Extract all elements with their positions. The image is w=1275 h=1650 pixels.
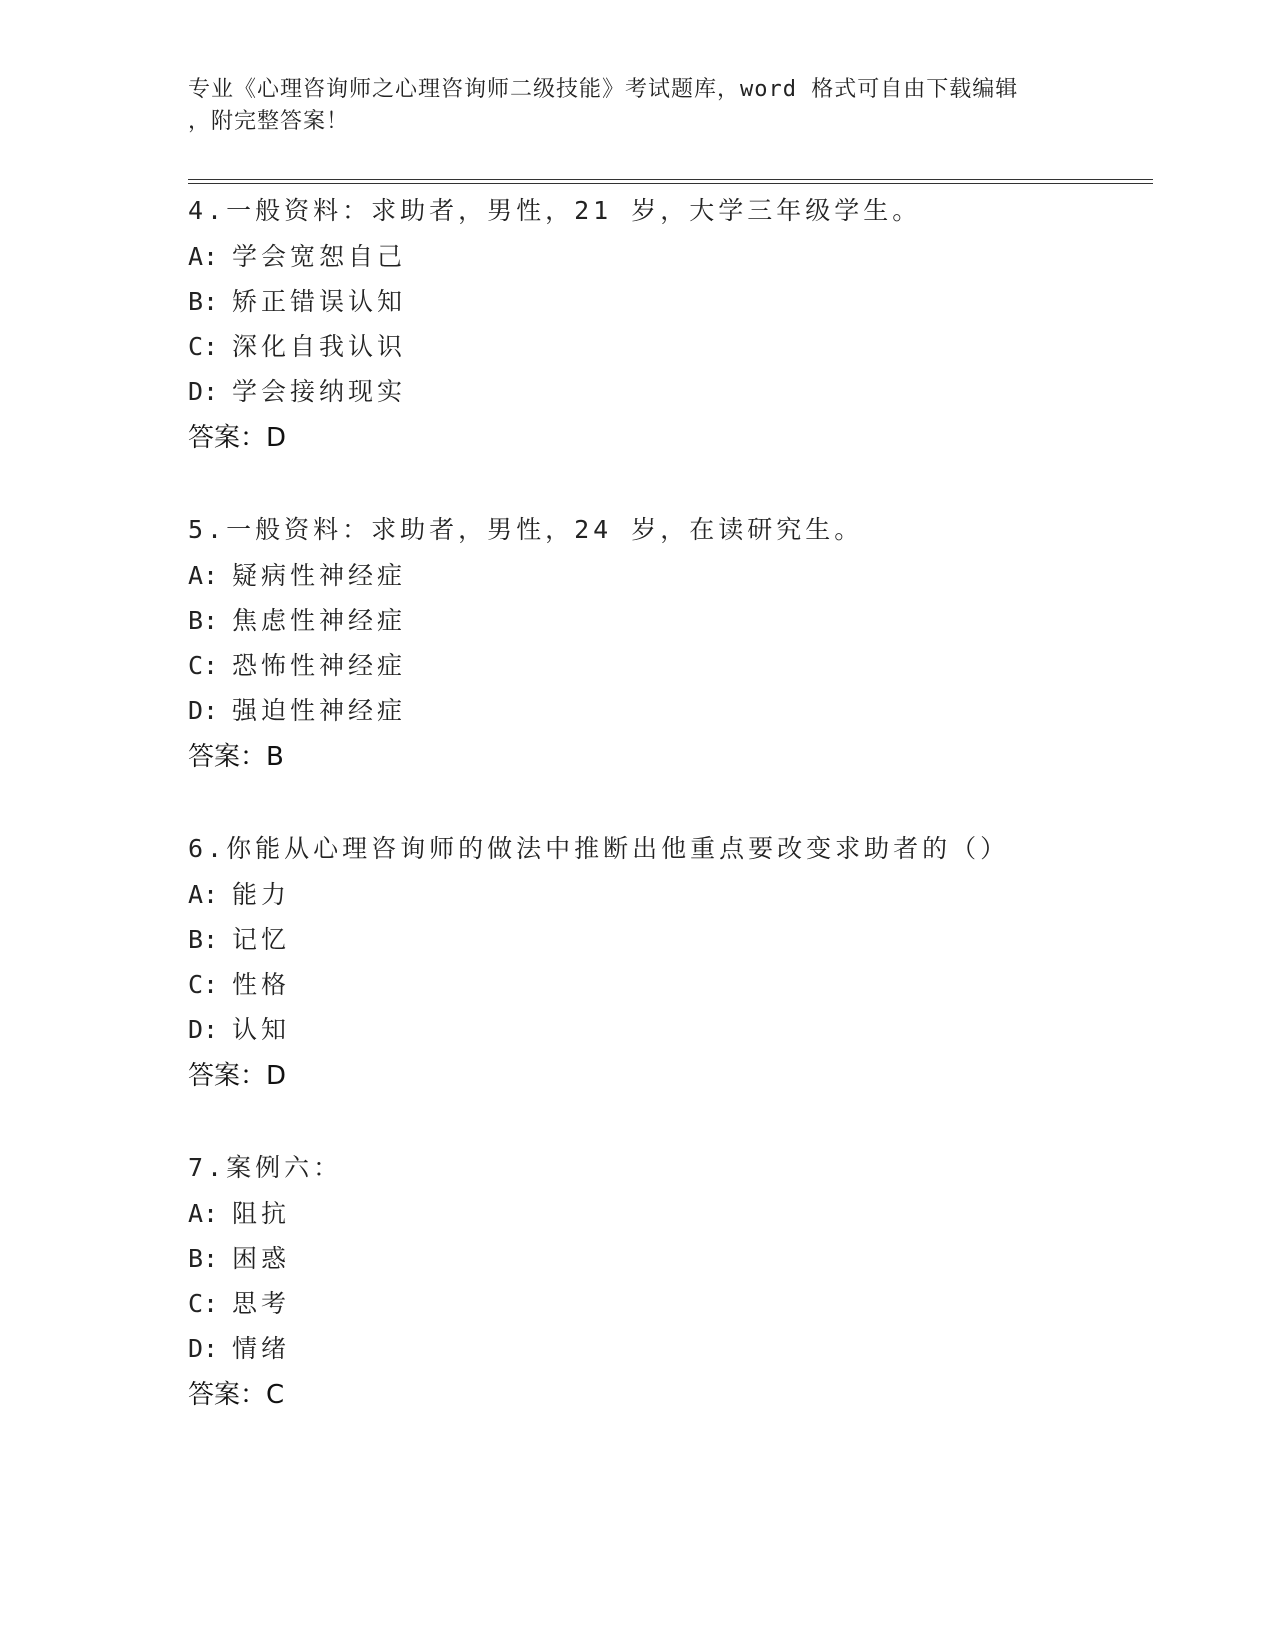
option-letter: C: <box>188 1289 219 1318</box>
option-b <box>188 598 1148 643</box>
question-7 <box>188 1145 1148 1419</box>
option-letter: B: <box>188 287 219 316</box>
option-letter: B: <box>188 606 219 635</box>
header-divider-top <box>188 179 1153 180</box>
option-d <box>188 1007 1148 1052</box>
option-a <box>188 553 1148 598</box>
option-c <box>188 324 1148 369</box>
option-d <box>188 688 1148 733</box>
question-stem: 7.案例六： <box>188 1153 343 1182</box>
header-line-1: 专业《心理咨询师之心理咨询师二级技能》考试题库，word 格式可自由下载编辑 <box>188 77 1019 102</box>
option-d <box>188 1326 1148 1371</box>
option-text: 恐怖性神经症 <box>232 651 407 680</box>
answer-prefix: 答案： <box>188 1380 267 1410</box>
answer-line <box>188 1052 1148 1100</box>
option-b <box>188 1236 1148 1281</box>
answer-prefix: 答案： <box>188 423 267 453</box>
answer-value: D <box>266 1061 287 1091</box>
header-line-2: ，附完整答案！ <box>188 109 350 134</box>
question-6 <box>188 826 1148 1100</box>
option-b <box>188 279 1148 324</box>
option-text: 强迫性神经症 <box>232 696 407 725</box>
option-letter: C: <box>188 651 219 680</box>
option-text: 焦虑性神经症 <box>232 606 407 635</box>
option-letter: D: <box>188 377 219 406</box>
option-text: 情绪 <box>232 1334 291 1363</box>
question-5 <box>188 507 1148 781</box>
option-letter: C: <box>188 332 219 361</box>
option-text: 记忆 <box>232 925 291 954</box>
answer-value: B <box>266 742 284 772</box>
question-stem: 5.一般资料：求助者，男性，24 岁，在读研究生。 <box>188 515 864 544</box>
option-d <box>188 369 1148 414</box>
option-letter: B: <box>188 1244 219 1273</box>
option-a <box>188 872 1148 917</box>
answer-prefix: 答案： <box>188 742 267 772</box>
option-text: 阻抗 <box>232 1199 291 1228</box>
option-c <box>188 643 1148 688</box>
answer-value: D <box>266 423 287 453</box>
option-text: 能力 <box>232 880 291 909</box>
option-text: 认知 <box>232 1015 291 1044</box>
option-text: 深化自我认识 <box>232 332 407 361</box>
option-text: 学会接纳现实 <box>232 377 407 406</box>
option-a <box>188 1191 1148 1236</box>
answer-value: C <box>266 1380 285 1410</box>
option-c <box>188 1281 1148 1326</box>
option-text: 困惑 <box>232 1244 291 1273</box>
question-stem: 4.一般资料：求助者，男性，21 岁，大学三年级学生。 <box>188 196 922 225</box>
answer-line <box>188 414 1148 462</box>
header-divider-bottom <box>188 183 1153 184</box>
option-letter: D: <box>188 1015 219 1044</box>
option-b <box>188 917 1148 962</box>
document-header <box>188 74 1088 138</box>
option-letter: D: <box>188 696 219 725</box>
option-letter: A: <box>188 880 219 909</box>
option-text: 学会宽恕自己 <box>232 242 407 271</box>
option-text: 性格 <box>232 970 291 999</box>
option-text: 矫正错误认知 <box>232 287 407 316</box>
question-list <box>188 188 1148 1464</box>
option-a <box>188 234 1148 279</box>
answer-line <box>188 733 1148 781</box>
question-stem: 6.你能从心理咨询师的做法中推断出他重点要改变求助者的（） <box>188 834 1010 863</box>
question-4 <box>188 188 1148 462</box>
option-letter: A: <box>188 242 219 271</box>
option-text: 疑病性神经症 <box>232 561 407 590</box>
option-letter: C: <box>188 970 219 999</box>
option-letter: A: <box>188 561 219 590</box>
option-letter: A: <box>188 1199 219 1228</box>
answer-prefix: 答案： <box>188 1061 267 1091</box>
option-letter: B: <box>188 925 219 954</box>
option-letter: D: <box>188 1334 219 1363</box>
option-c <box>188 962 1148 1007</box>
option-text: 思考 <box>232 1289 291 1318</box>
answer-line <box>188 1371 1148 1419</box>
